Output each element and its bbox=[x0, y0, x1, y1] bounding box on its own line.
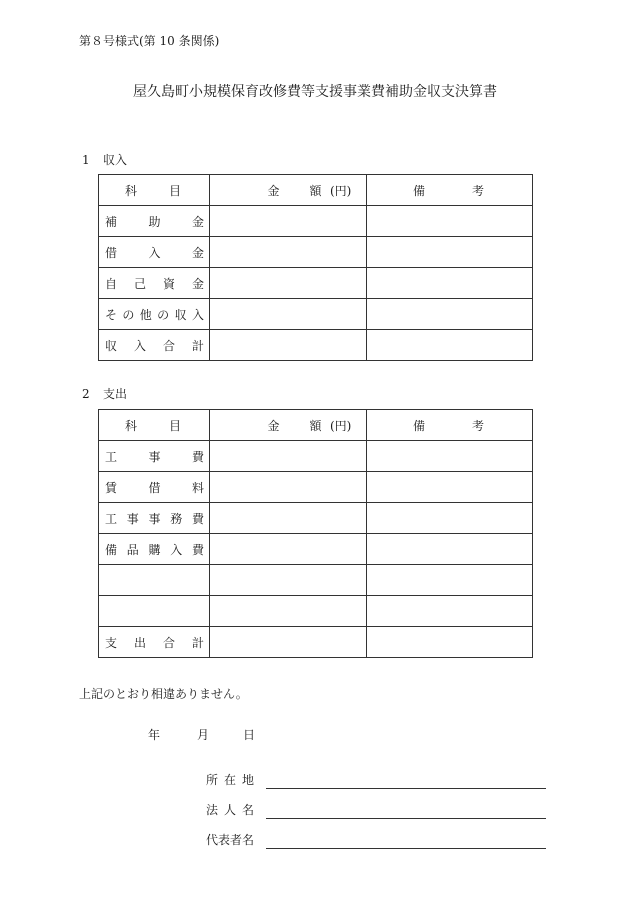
header-char: 金 bbox=[267, 418, 280, 433]
income-note-cell[interactable] bbox=[367, 268, 533, 299]
expense-amount-cell[interactable] bbox=[210, 472, 367, 503]
header-char: 目 bbox=[168, 183, 181, 198]
income-item-label bbox=[99, 330, 210, 361]
label-char: の bbox=[122, 307, 135, 322]
expense-note-cell[interactable] bbox=[367, 627, 533, 658]
label-char: 法 bbox=[206, 803, 219, 817]
income-amount-cell[interactable] bbox=[210, 237, 367, 268]
date-day: 日 bbox=[243, 728, 256, 742]
expense-table bbox=[98, 409, 533, 658]
label-char: 計 bbox=[191, 635, 204, 650]
income-row bbox=[99, 268, 533, 299]
income-note-cell[interactable] bbox=[367, 330, 533, 361]
income-header-subject bbox=[99, 175, 210, 206]
label-char: 事 bbox=[126, 511, 139, 526]
header-char: 目 bbox=[168, 418, 181, 433]
label-char: 備 bbox=[105, 542, 118, 557]
header-char: 額 bbox=[309, 183, 322, 198]
expense-header-row bbox=[99, 410, 533, 441]
income-header-row bbox=[99, 175, 533, 206]
label-char: 費 bbox=[191, 511, 204, 526]
label-char: 品 bbox=[126, 542, 139, 557]
corporation-row bbox=[206, 802, 546, 820]
expense-amount-cell[interactable] bbox=[210, 503, 367, 534]
address-row bbox=[206, 772, 546, 790]
label-char: 借 bbox=[105, 245, 118, 260]
header-char: 考 bbox=[471, 183, 484, 198]
label-char: 金 bbox=[191, 276, 204, 291]
form-number: 第８号様式(第 10 条関係) bbox=[79, 34, 220, 48]
label-char: 料 bbox=[191, 480, 204, 495]
expense-amount-cell[interactable] bbox=[210, 627, 367, 658]
label-char: 他 bbox=[139, 307, 152, 322]
income-amount-cell[interactable] bbox=[210, 268, 367, 299]
expense-header-amount bbox=[210, 410, 367, 441]
expense-item-label bbox=[99, 472, 210, 503]
expense-note-cell[interactable] bbox=[367, 503, 533, 534]
expense-row bbox=[99, 596, 533, 627]
expense-note-cell[interactable] bbox=[367, 472, 533, 503]
label-char: 収 bbox=[105, 338, 118, 353]
expense-amount-cell[interactable] bbox=[210, 565, 367, 596]
label-char: そ bbox=[105, 307, 118, 322]
label-char: 助 bbox=[148, 214, 161, 229]
header-char: 額 bbox=[309, 418, 322, 433]
expense-item-label bbox=[99, 503, 210, 534]
income-header-amount bbox=[210, 175, 367, 206]
label-char: 工 bbox=[105, 449, 118, 464]
expense-item-label bbox=[99, 596, 210, 627]
expense-item-label bbox=[99, 565, 210, 596]
expense-row bbox=[99, 472, 533, 503]
expense-item-label bbox=[99, 534, 210, 565]
expense-item-label bbox=[99, 441, 210, 472]
label-char: 自 bbox=[105, 276, 118, 291]
income-header-note bbox=[367, 175, 533, 206]
corporation-label bbox=[206, 802, 254, 818]
label-char: 合 bbox=[162, 635, 175, 650]
header-unit: (円) bbox=[330, 418, 352, 433]
income-note-cell[interactable] bbox=[367, 206, 533, 237]
income-item-label bbox=[99, 268, 210, 299]
label-char: 購 bbox=[148, 542, 161, 557]
label-char: 出 bbox=[133, 635, 146, 650]
expense-section-number: 2 bbox=[82, 387, 90, 401]
label-char: 金 bbox=[191, 214, 204, 229]
income-row bbox=[99, 237, 533, 268]
label-char: 補 bbox=[105, 214, 118, 229]
label-char: 工 bbox=[105, 511, 118, 526]
expense-note-cell[interactable] bbox=[367, 596, 533, 627]
label-char: 入 bbox=[148, 245, 161, 260]
label-char: 名 bbox=[241, 803, 254, 817]
expense-amount-cell[interactable] bbox=[210, 534, 367, 565]
header-char: 備 bbox=[413, 183, 426, 198]
header-char: 科 bbox=[125, 418, 138, 433]
expense-header-subject bbox=[99, 410, 210, 441]
label-char: 人 bbox=[223, 803, 236, 817]
corporation-input-line[interactable] bbox=[266, 818, 546, 819]
header-char: 科 bbox=[125, 183, 138, 198]
label-char: 地 bbox=[241, 773, 254, 787]
document-title: 屋久島町小規模保育改修費等支援事業費補助金収支決算書 bbox=[133, 84, 497, 100]
label-char: 務 bbox=[170, 511, 183, 526]
header-char: 備 bbox=[413, 418, 426, 433]
label-char: 己 bbox=[133, 276, 146, 291]
expense-section-heading bbox=[82, 386, 127, 402]
expense-note-cell[interactable] bbox=[367, 565, 533, 596]
income-note-cell[interactable] bbox=[367, 237, 533, 268]
label-char: 支 bbox=[105, 635, 118, 650]
label-char: 所 bbox=[206, 773, 219, 787]
label-char: 金 bbox=[191, 245, 204, 260]
date-line bbox=[148, 727, 255, 743]
income-row bbox=[99, 299, 533, 330]
expense-amount-cell[interactable] bbox=[210, 596, 367, 627]
label-char: 賃 bbox=[105, 480, 118, 495]
label-char: 入 bbox=[170, 542, 183, 557]
label-char: 事 bbox=[148, 511, 161, 526]
label-char: 合 bbox=[162, 338, 175, 353]
expense-item-label bbox=[99, 627, 210, 658]
label-char: 計 bbox=[191, 338, 204, 353]
expense-section-label: 支出 bbox=[103, 387, 128, 401]
label-char: 在 bbox=[223, 773, 236, 787]
income-table bbox=[98, 174, 533, 361]
label-char: 事 bbox=[148, 449, 161, 464]
income-section-heading bbox=[82, 152, 127, 168]
representative-label: 代表者名 bbox=[206, 833, 255, 847]
expense-row bbox=[99, 565, 533, 596]
expense-header-note bbox=[367, 410, 533, 441]
expense-row bbox=[99, 627, 533, 658]
expense-row bbox=[99, 441, 533, 472]
label-char: 資 bbox=[162, 276, 175, 291]
income-row bbox=[99, 206, 533, 237]
expense-row bbox=[99, 534, 533, 565]
label-char: の bbox=[157, 307, 170, 322]
date-year: 年 bbox=[148, 728, 161, 742]
representative-input-line[interactable] bbox=[266, 848, 546, 849]
income-item-label bbox=[99, 299, 210, 330]
confirmation-statement: 上記のとおり相違ありません。 bbox=[79, 687, 248, 701]
income-amount-cell[interactable] bbox=[210, 206, 367, 237]
income-section-number: 1 bbox=[82, 153, 90, 167]
income-section-label: 収入 bbox=[103, 153, 128, 167]
label-char: 入 bbox=[191, 307, 204, 322]
expense-row bbox=[99, 503, 533, 534]
income-item-label bbox=[99, 237, 210, 268]
label-char: 費 bbox=[191, 542, 204, 557]
label-char: 収 bbox=[174, 307, 187, 322]
address-label bbox=[206, 772, 254, 788]
label-char: 借 bbox=[148, 480, 161, 495]
income-note-cell[interactable] bbox=[367, 299, 533, 330]
label-char: 費 bbox=[191, 449, 204, 464]
expense-note-cell[interactable] bbox=[367, 534, 533, 565]
label-char: 入 bbox=[133, 338, 146, 353]
header-char: 金 bbox=[267, 183, 280, 198]
header-unit: (円) bbox=[330, 183, 352, 198]
income-row bbox=[99, 330, 533, 361]
income-item-label bbox=[99, 206, 210, 237]
header-char: 考 bbox=[471, 418, 484, 433]
income-amount-cell[interactable] bbox=[210, 299, 367, 330]
representative-row bbox=[206, 832, 546, 850]
income-amount-cell[interactable] bbox=[210, 330, 367, 361]
date-month: 月 bbox=[197, 728, 210, 742]
expense-note-cell[interactable] bbox=[367, 441, 533, 472]
address-input-line[interactable] bbox=[266, 788, 546, 789]
expense-amount-cell[interactable] bbox=[210, 441, 367, 472]
